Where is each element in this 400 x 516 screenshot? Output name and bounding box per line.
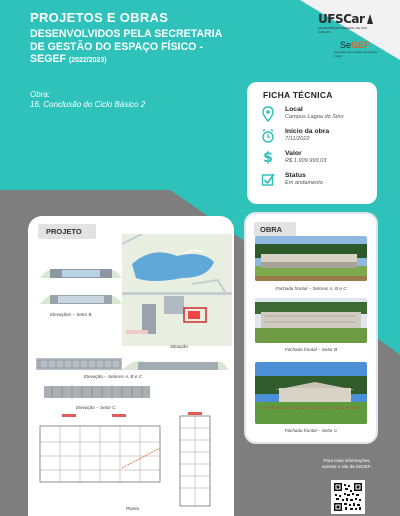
ufscar-logo-subtitle: UNIVERSIDADE FEDERAL DE SÃO CARLOS [318,26,368,34]
ficha-tecnica-card [247,82,377,204]
caption-elevacao-setor-c: Elevação – Setor C [76,405,116,410]
ficha-key: Status [285,172,306,179]
more-info-text [314,458,380,469]
title-line-4: SEGEF [30,53,66,65]
ficha-value: R$ 1.909.999,03 [285,158,327,164]
map-pin-icon [261,106,275,122]
obra-tab: OBRA [254,222,296,237]
qr-code[interactable] [331,480,365,514]
ficha-value: Em andamento [285,180,323,186]
title-line-2: DESENVOLVIDOS PELA SECRETARIA [30,28,223,40]
photo-fachada-setor-c [255,362,367,424]
title-subheading [30,28,270,68]
alarm-clock-icon [261,128,275,144]
ficha-key: Início da obra [285,128,330,135]
dollar-icon: $ [263,150,273,166]
elevation-setores-abc-drawing [34,354,230,372]
photo-fachada-setor-b [255,298,367,343]
logos [318,12,380,62]
ficha-value: Campus Lagoa do Sino [285,114,344,120]
projeto-tab: PROJETO [38,224,96,239]
ficha-item-valor [255,150,369,172]
photo-fachada-setores-abc [255,236,367,281]
checkbox-icon [261,172,275,188]
ficha-key: Valor [285,150,302,157]
caption-planta: Planta [126,506,140,511]
ficha-title: FICHA TÉCNICA [263,90,333,100]
caption-situacao: Situação [170,344,188,349]
ufscar-emblem-icon [365,13,375,25]
ficha-value: 7/11/2022 [285,136,310,142]
ficha-key: Local [285,106,303,113]
situacao-site-plan [122,234,232,346]
more-info-line-2: acesse o site da SeGEF: [322,463,372,469]
poster-title [30,10,270,68]
caption-elevacao-setores-abc: Elevação – Setores A, B e C [84,374,143,379]
segef-logo [340,40,380,50]
ufscar-logo-text: UFSCar [318,12,365,26]
elevation-setor-b-drawing [36,250,126,310]
segef-logo-prefix: Se [340,40,352,50]
ficha-item-status [255,172,369,194]
caption-photo-2: Fachada frontal – Setor B [284,347,338,352]
title-line-3: DE GESTÃO DO ESPAÇO FÍSICO - [30,40,203,53]
ficha-item-local [255,106,369,128]
obra-photos-panel [244,212,378,444]
planta-floor-plan [32,412,232,508]
ufscar-logo [318,12,380,26]
segef-logo-subtitle: Secretaria de Gestão do Espaço Físico [334,50,378,58]
segef-logo-suffix: GEF [351,40,370,50]
more-info-line-1: Para mais informações, [323,458,371,463]
title-year: (2022/2023) [68,57,107,64]
projeto-panel [28,216,234,516]
caption-photo-3: Fachada frontal – Setor C [284,428,338,433]
obra-name: 16. Conclusão do Ciclo Básico 2 [30,100,146,109]
caption-photo-1: Fachada frontal – Setores A, B e C [275,286,347,291]
title-line-1: PROJETOS E OBRAS [30,10,169,25]
elevation-setor-c-drawing [42,382,152,400]
ficha-item-inicio [255,128,369,150]
obra-label: Obra: [30,90,51,99]
caption-elevacoes-setor-b: Elevações – Setor B [50,312,92,317]
